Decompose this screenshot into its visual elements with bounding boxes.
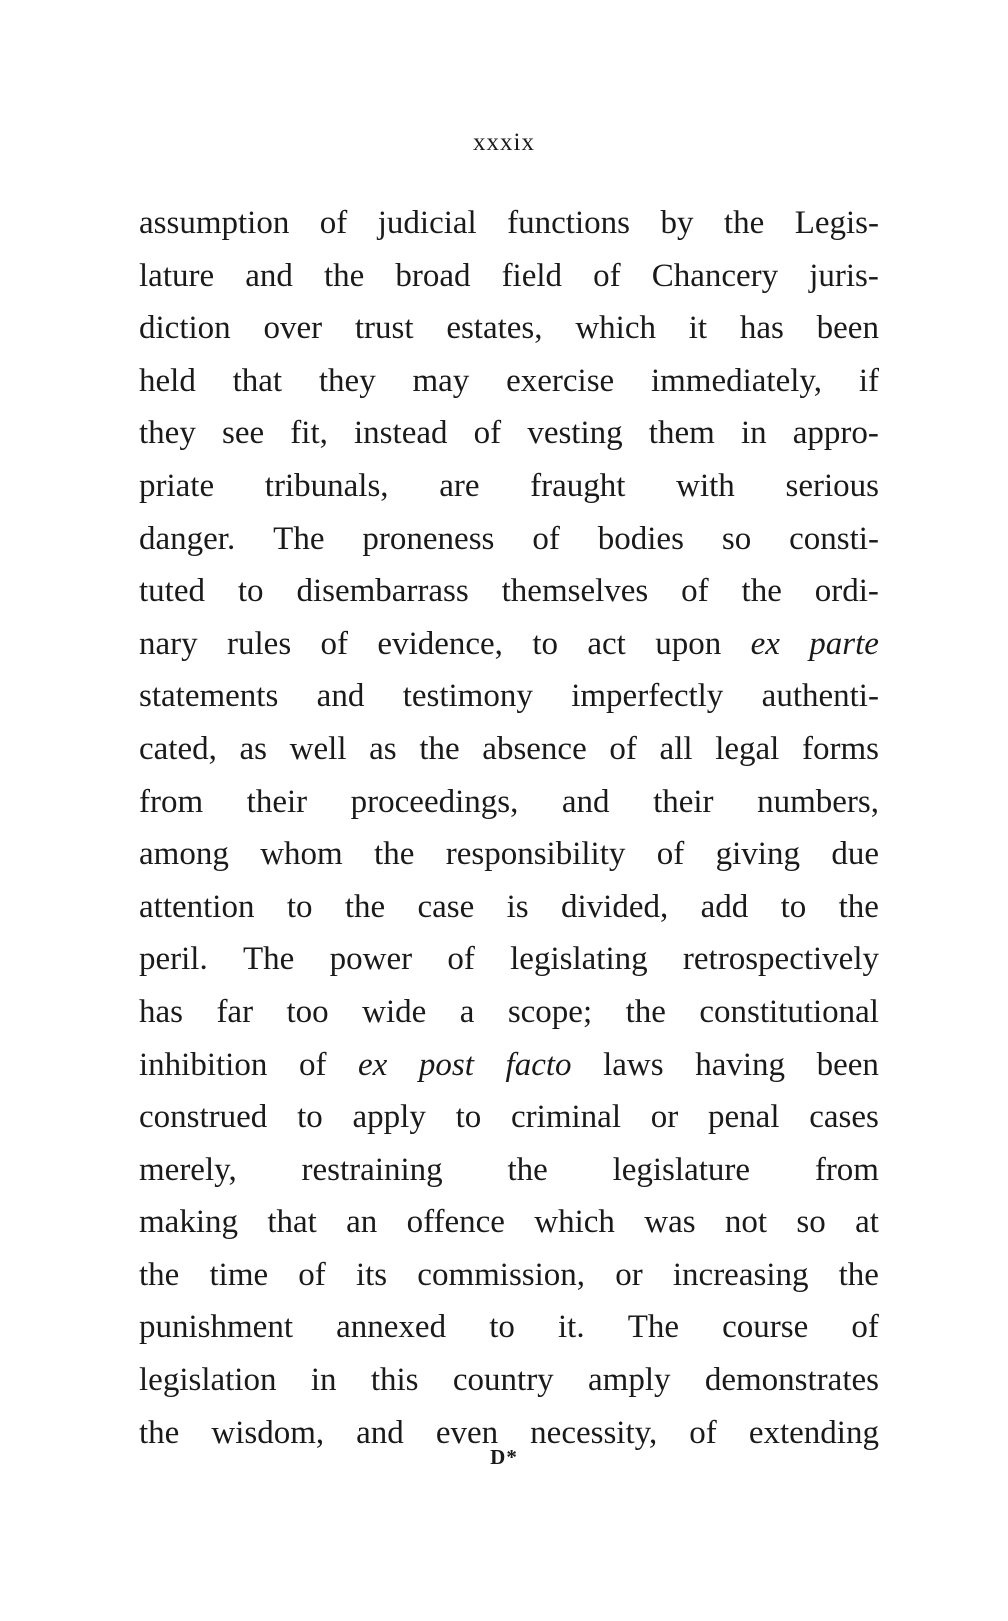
word: juris- — [809, 257, 879, 294]
word: too — [286, 993, 329, 1030]
word: divided, — [561, 888, 669, 925]
text-line — [139, 1039, 879, 1092]
word: trust — [354, 310, 414, 347]
word: restraining — [301, 1151, 443, 1188]
word: imperfectly — [571, 678, 724, 715]
word: ordi- — [814, 573, 879, 610]
word: so — [721, 520, 752, 557]
word: in — [310, 1362, 337, 1399]
word: has — [739, 310, 784, 347]
word: has — [139, 993, 183, 1030]
word: to — [489, 1309, 515, 1346]
word: exercise — [506, 362, 615, 399]
word: to — [237, 573, 264, 610]
word: nary — [139, 625, 198, 662]
word: the — [344, 888, 386, 925]
word: themselves — [501, 573, 649, 610]
word: evidence, — [377, 625, 503, 662]
word: wisdom, — [211, 1414, 325, 1451]
word: cated, — [139, 730, 217, 767]
word: are — [439, 467, 480, 504]
word: this — [370, 1362, 419, 1399]
word: a — [459, 993, 475, 1030]
word: merely, — [139, 1151, 237, 1188]
word: of — [298, 1256, 326, 1293]
word: wide — [362, 993, 427, 1030]
word: consti- — [789, 520, 879, 557]
text-line — [139, 933, 879, 986]
word: of — [851, 1309, 879, 1346]
word: rules — [227, 625, 292, 662]
word: annexed — [336, 1309, 447, 1346]
word: the — [507, 1151, 548, 1188]
text-line — [139, 1091, 879, 1144]
word: held — [139, 362, 196, 399]
word: so — [796, 1204, 826, 1241]
text-line — [139, 618, 879, 671]
word: cases — [809, 1099, 879, 1136]
word: giving — [715, 836, 800, 873]
word: numbers, — [757, 783, 879, 820]
word: field — [501, 257, 563, 294]
word: fit, — [290, 415, 328, 452]
word: legislating — [510, 941, 648, 978]
word: and — [356, 1414, 404, 1451]
word: of — [298, 1046, 327, 1083]
word: that — [232, 362, 283, 399]
word: assumption — [139, 205, 290, 241]
word: forms — [801, 730, 879, 767]
word: making — [139, 1204, 238, 1241]
word: been — [816, 310, 879, 347]
word: among — [139, 836, 229, 873]
word: serious — [785, 467, 879, 504]
body-text — [139, 197, 879, 1459]
word: been — [816, 1046, 879, 1083]
word: to — [297, 1099, 323, 1136]
word: disembarrass — [296, 573, 469, 610]
word: well — [289, 730, 347, 767]
word: commission, — [417, 1256, 586, 1293]
text-line — [139, 197, 879, 250]
word: from — [139, 783, 204, 820]
word: ex — [750, 625, 780, 662]
word: of — [473, 415, 502, 452]
text-line — [139, 302, 879, 355]
word: that — [267, 1204, 317, 1241]
word: retrospectively — [682, 941, 879, 978]
word: statements — [139, 678, 279, 715]
word: post — [418, 1046, 474, 1083]
word: country — [452, 1362, 554, 1399]
word: it. — [558, 1309, 585, 1346]
page-number: xxxix — [473, 129, 535, 156]
word: Legis- — [794, 205, 879, 241]
word: of — [319, 205, 348, 241]
word: immediately, — [650, 362, 823, 399]
word: as — [369, 730, 397, 767]
word: offence — [406, 1204, 505, 1241]
word: fraught — [530, 467, 626, 504]
word: the — [323, 257, 365, 294]
word: time — [209, 1256, 269, 1293]
word: which — [575, 310, 656, 347]
text-line — [139, 460, 879, 513]
word: to — [532, 625, 558, 662]
word: absence — [482, 730, 587, 767]
word: act — [587, 625, 626, 662]
word: parte — [809, 625, 879, 662]
word: scope; — [507, 993, 593, 1030]
word: by — [660, 205, 694, 241]
word: see — [221, 415, 265, 452]
word: of — [656, 836, 685, 873]
word: to — [455, 1099, 482, 1136]
word: the — [838, 1256, 879, 1293]
text-line — [139, 513, 879, 566]
word: attention — [139, 888, 255, 925]
word: vesting — [527, 415, 623, 452]
word: legal — [715, 730, 780, 767]
word: tribunals, — [264, 467, 389, 504]
word: power — [329, 941, 413, 978]
word: an — [346, 1204, 378, 1241]
word: danger. — [139, 520, 236, 557]
word: priate — [139, 467, 215, 504]
text-line — [139, 250, 879, 303]
word: ex — [358, 1046, 388, 1083]
word: to — [286, 888, 313, 925]
word: of — [320, 625, 349, 662]
word: the — [139, 1256, 180, 1293]
word: diction — [139, 310, 231, 347]
text-line — [139, 670, 879, 723]
word: facto — [505, 1046, 572, 1083]
word: peril. — [139, 941, 208, 978]
word: and — [316, 678, 365, 715]
word: as — [239, 730, 268, 767]
word: whom — [260, 836, 343, 873]
word: legislation — [139, 1362, 277, 1399]
word: the — [139, 1414, 180, 1451]
word: lature — [139, 257, 215, 294]
word: was — [644, 1204, 696, 1241]
word: bodies — [597, 520, 684, 557]
word: punishment — [139, 1309, 293, 1346]
word: criminal — [511, 1099, 621, 1136]
text-line — [139, 1301, 879, 1354]
word: amply — [588, 1362, 671, 1399]
word: constitutional — [699, 993, 879, 1030]
word: they — [139, 415, 196, 452]
word: is — [506, 888, 529, 925]
word: to — [780, 888, 807, 925]
word: proneness — [362, 520, 495, 557]
word: of — [609, 730, 637, 767]
word: case — [417, 888, 475, 925]
word: it — [688, 310, 708, 347]
word: inhibition — [139, 1046, 268, 1083]
text-line — [139, 407, 879, 460]
word: judicial — [377, 205, 477, 241]
word: of — [593, 257, 621, 294]
word: due — [831, 836, 879, 873]
word: the — [723, 205, 765, 241]
text-line — [139, 986, 879, 1039]
word: The — [243, 941, 295, 978]
word: over — [263, 310, 323, 347]
word: functions — [507, 205, 630, 241]
text-line — [139, 723, 879, 776]
word: estates, — [446, 310, 543, 347]
word: course — [722, 1309, 809, 1346]
word: legislature — [612, 1151, 751, 1188]
word: upon — [655, 625, 722, 662]
word: the — [838, 888, 879, 925]
word: and — [245, 257, 293, 294]
word: from — [814, 1151, 879, 1188]
text-line — [139, 828, 879, 881]
word: the — [741, 573, 782, 610]
word: them — [648, 415, 715, 452]
word: apply — [352, 1099, 426, 1136]
word: even — [435, 1414, 499, 1451]
word: they — [318, 362, 376, 399]
text-line — [139, 1144, 879, 1197]
word: not — [724, 1204, 768, 1241]
word: at — [855, 1204, 879, 1241]
word: far — [216, 993, 254, 1030]
word: broad — [395, 257, 471, 294]
text-line — [139, 776, 879, 829]
word: demonstrates — [704, 1362, 879, 1399]
word: may — [412, 362, 470, 399]
word: their — [246, 783, 308, 820]
word: necessity, — [530, 1414, 658, 1451]
word: if — [858, 362, 879, 399]
word: laws — [603, 1046, 664, 1083]
word: and — [561, 783, 610, 820]
word: with — [676, 467, 735, 504]
signature-mark: D* — [490, 1445, 518, 1469]
word: increasing — [672, 1256, 809, 1293]
word: or — [650, 1099, 679, 1136]
word: which — [534, 1204, 615, 1241]
word: of — [532, 520, 560, 557]
text-line — [139, 355, 879, 408]
word: penal — [708, 1099, 780, 1136]
word: the — [625, 993, 666, 1030]
word: having — [695, 1046, 786, 1083]
word: of — [447, 941, 475, 978]
word: tuted — [139, 573, 205, 610]
word: the — [374, 836, 415, 873]
word: the — [419, 730, 460, 767]
word: add — [700, 888, 749, 925]
word: instead — [354, 415, 448, 452]
word: authenti- — [761, 678, 879, 715]
word: The — [627, 1309, 680, 1346]
text-line — [139, 565, 879, 618]
word: extending — [748, 1414, 879, 1451]
word: all — [659, 730, 693, 767]
text-line — [139, 881, 879, 934]
word: The — [273, 520, 325, 557]
word: their — [653, 783, 714, 820]
text-line — [139, 1249, 879, 1302]
word: in — [740, 415, 767, 452]
word: Chancery — [651, 257, 779, 294]
word: responsibility — [445, 836, 626, 873]
word: testimony — [402, 678, 533, 715]
word: proceedings, — [350, 783, 519, 820]
word: of — [681, 573, 709, 610]
text-line — [139, 1354, 879, 1407]
word: of — [689, 1414, 717, 1451]
word: its — [355, 1256, 388, 1293]
word: or — [615, 1256, 643, 1293]
word: appro- — [792, 415, 879, 452]
text-line — [139, 1196, 879, 1249]
word: construed — [139, 1099, 268, 1136]
